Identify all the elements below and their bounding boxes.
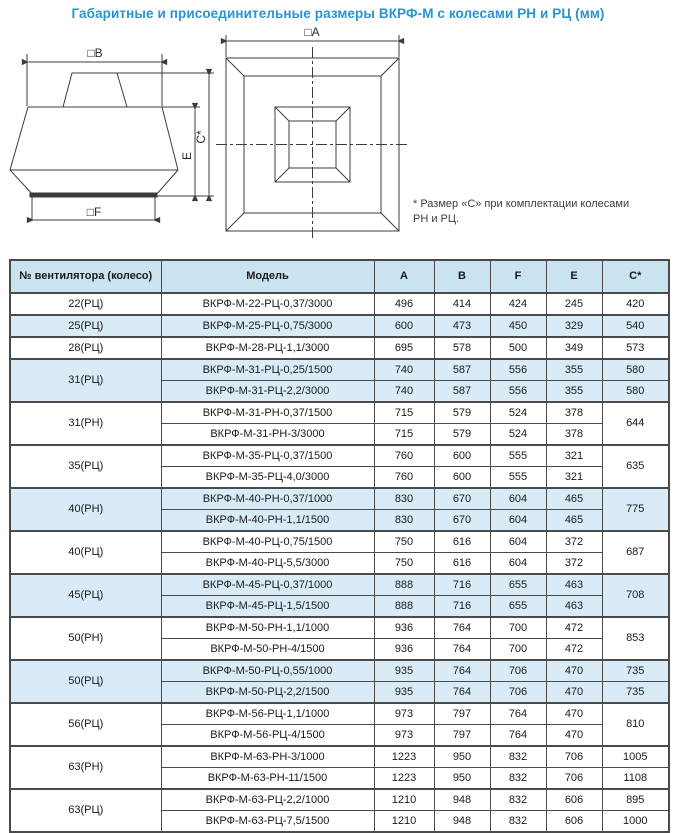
- model-cell: ВКРФ-М-31-РЦ-2,2/3000: [161, 381, 374, 403]
- dim-a-cell: 1210: [374, 789, 434, 811]
- dim-f-cell: 604: [490, 510, 546, 532]
- dim-e-cell: 706: [546, 768, 602, 790]
- dim-e-cell: 245: [546, 293, 602, 315]
- dimensions-table: [9, 259, 670, 833]
- model-cell: ВКРФ-М-63-РН-3/1000: [161, 746, 374, 768]
- dim-a-cell: 830: [374, 488, 434, 510]
- footnote-line1: * Размер «С» при комплектации колесами: [413, 198, 630, 210]
- table-row: [10, 617, 669, 639]
- dim-f-cell: 706: [490, 682, 546, 704]
- fan-size-cell: 31(РН): [10, 402, 161, 445]
- dim-e-cell: 372: [546, 553, 602, 575]
- dim-f-cell: 556: [490, 381, 546, 403]
- table-row: [10, 789, 669, 811]
- dim-c-cell: 687: [602, 531, 669, 574]
- dim-c-cell: 420: [602, 293, 669, 315]
- fan-size-cell: 35(РЦ): [10, 445, 161, 488]
- dim-f-cell: 832: [490, 789, 546, 811]
- model-cell: ВКРФ-М-28-РЦ-1,1/3000: [161, 337, 374, 359]
- dim-f-cell: 555: [490, 445, 546, 467]
- dim-a-cell: 936: [374, 617, 434, 639]
- fan-size-cell: 40(РЦ): [10, 531, 161, 574]
- dim-b-cell: 950: [434, 746, 490, 768]
- dim-b-cell: 764: [434, 639, 490, 661]
- model-cell: ВКРФ-М-50-РН-1,1/1000: [161, 617, 374, 639]
- dim-e-cell: 372: [546, 531, 602, 553]
- fan-top-view-drawing: [216, 35, 409, 241]
- table-row: [10, 703, 669, 725]
- table-row: [10, 660, 669, 682]
- dim-c-cell: 635: [602, 445, 669, 488]
- dim-a-cell: 760: [374, 445, 434, 467]
- dim-a-cell: 1223: [374, 746, 434, 768]
- model-cell: ВКРФ-М-31-РЦ-0,25/1500: [161, 359, 374, 381]
- dim-b-cell: 600: [434, 467, 490, 489]
- dim-e-cell: 329: [546, 315, 602, 337]
- model-cell: ВКРФ-М-45-РЦ-0,37/1000: [161, 574, 374, 596]
- dim-c-cell: 895: [602, 789, 669, 811]
- dim-a-cell: 760: [374, 467, 434, 489]
- dim-c-cell: 775: [602, 488, 669, 531]
- dim-a-cell: 1223: [374, 768, 434, 790]
- model-cell: ВКРФ-М-40-РН-1,1/1500: [161, 510, 374, 532]
- dim-e-cell: 470: [546, 725, 602, 747]
- dim-label-b: □B: [87, 46, 103, 60]
- dim-f-cell: 764: [490, 725, 546, 747]
- dim-a-cell: 935: [374, 682, 434, 704]
- dim-a-cell: 715: [374, 402, 434, 424]
- dim-b-cell: 764: [434, 660, 490, 682]
- dim-a-cell: 935: [374, 660, 434, 682]
- dim-e-cell: 470: [546, 682, 602, 704]
- dim-b-cell: 578: [434, 337, 490, 359]
- col-header-a: A: [374, 260, 434, 293]
- dim-b-cell: 950: [434, 768, 490, 790]
- dim-f-cell: 832: [490, 746, 546, 768]
- dim-e-cell: 355: [546, 359, 602, 381]
- table-row: [10, 402, 669, 424]
- table-row: [10, 315, 669, 337]
- col-header-e: E: [546, 260, 602, 293]
- dim-label-e: E: [180, 151, 194, 161]
- dim-b-cell: 948: [434, 789, 490, 811]
- col-header-fan: № вентилятора (колесо): [10, 260, 161, 293]
- model-cell: ВКРФ-М-31-РН-3/3000: [161, 424, 374, 446]
- model-cell: ВКРФ-М-56-РЦ-4/1500: [161, 725, 374, 747]
- table-row: [10, 531, 669, 553]
- dim-c-cell: 573: [602, 337, 669, 359]
- dim-e-cell: 355: [546, 381, 602, 403]
- dim-b-cell: 716: [434, 596, 490, 618]
- dim-a-cell: 936: [374, 639, 434, 661]
- dim-a-cell: 695: [374, 337, 434, 359]
- dim-e-cell: 463: [546, 574, 602, 596]
- dim-b-cell: 579: [434, 424, 490, 446]
- dim-a-cell: 750: [374, 553, 434, 575]
- dim-b-cell: 616: [434, 553, 490, 575]
- model-cell: ВКРФ-М-31-РН-0,37/1500: [161, 402, 374, 424]
- fan-side-view-drawing: [10, 54, 214, 221]
- dim-c-cell: 580: [602, 359, 669, 381]
- dim-a-cell: 750: [374, 531, 434, 553]
- fan-size-cell: 63(РЦ): [10, 789, 161, 832]
- table-row: [10, 746, 669, 768]
- dim-b-cell: 600: [434, 445, 490, 467]
- fan-size-cell: 40(РН): [10, 488, 161, 531]
- col-header-f: F: [490, 260, 546, 293]
- model-cell: ВКРФ-М-50-РЦ-0,55/1000: [161, 660, 374, 682]
- dim-e-cell: 378: [546, 402, 602, 424]
- dim-a-cell: 740: [374, 381, 434, 403]
- dim-b-cell: 797: [434, 725, 490, 747]
- dim-f-cell: 500: [490, 337, 546, 359]
- col-header-b: B: [434, 260, 490, 293]
- dim-e-cell: 465: [546, 510, 602, 532]
- dim-label-c: C*: [194, 130, 208, 144]
- dim-e-cell: 349: [546, 337, 602, 359]
- dim-b-cell: 716: [434, 574, 490, 596]
- dim-f-cell: 556: [490, 359, 546, 381]
- dim-e-cell: 706: [546, 746, 602, 768]
- dim-e-cell: 472: [546, 639, 602, 661]
- dim-a-cell: 973: [374, 725, 434, 747]
- dim-a-cell: 740: [374, 359, 434, 381]
- dim-e-cell: 470: [546, 703, 602, 725]
- fan-size-cell: 31(РЦ): [10, 359, 161, 402]
- fan-size-cell: 63(РН): [10, 746, 161, 789]
- dim-c-cell: 540: [602, 315, 669, 337]
- fan-size-cell: 50(РН): [10, 617, 161, 660]
- dim-a-cell: 600: [374, 315, 434, 337]
- table-row: [10, 359, 669, 381]
- model-cell: ВКРФ-М-50-РН-4/1500: [161, 639, 374, 661]
- dim-e-cell: 463: [546, 596, 602, 618]
- dim-b-cell: 579: [434, 402, 490, 424]
- fan-size-cell: 28(РЦ): [10, 337, 161, 359]
- dim-b-cell: 764: [434, 682, 490, 704]
- dim-c-cell: 853: [602, 617, 669, 660]
- dim-f-cell: 555: [490, 467, 546, 489]
- dim-a-cell: 715: [374, 424, 434, 446]
- dim-e-cell: 378: [546, 424, 602, 446]
- dim-e-cell: 321: [546, 445, 602, 467]
- dim-b-cell: 616: [434, 531, 490, 553]
- dim-f-cell: 450: [490, 315, 546, 337]
- dim-c-cell: 644: [602, 402, 669, 445]
- dim-c-cell: 708: [602, 574, 669, 617]
- table-header-row: [10, 260, 669, 293]
- footnote-line2: РН и РЦ.: [413, 212, 460, 225]
- dim-b-cell: 587: [434, 359, 490, 381]
- page-title: Габаритные и присоединительные размеры ВКРФ-М с колесами РН и РЦ (мм): [71, 6, 605, 21]
- dim-f-cell: 655: [490, 574, 546, 596]
- dim-label-f: □F: [86, 205, 102, 219]
- dim-e-cell: 606: [546, 811, 602, 833]
- model-cell: ВКРФ-М-35-РЦ-4,0/3000: [161, 467, 374, 489]
- dim-c-cell: 810: [602, 703, 669, 746]
- dim-f-cell: 524: [490, 402, 546, 424]
- footnote-size-c: [413, 197, 663, 227]
- model-cell: ВКРФ-М-45-РЦ-1,5/1500: [161, 596, 374, 618]
- dim-b-cell: 473: [434, 315, 490, 337]
- model-cell: ВКРФ-М-22-РЦ-0,37/3000: [161, 293, 374, 315]
- fan-size-cell: 22(РЦ): [10, 293, 161, 315]
- dim-c-cell: 580: [602, 381, 669, 403]
- dim-f-cell: 832: [490, 768, 546, 790]
- fan-size-cell: 50(РЦ): [10, 660, 161, 703]
- dim-a-cell: 973: [374, 703, 434, 725]
- col-header-c: C*: [602, 260, 669, 293]
- table-row: [10, 445, 669, 467]
- dim-a-cell: 496: [374, 293, 434, 315]
- dim-b-cell: 414: [434, 293, 490, 315]
- dim-c-cell: 1108: [602, 768, 669, 790]
- model-cell: ВКРФ-М-35-РЦ-0,37/1500: [161, 445, 374, 467]
- dim-b-cell: 948: [434, 811, 490, 833]
- dim-b-cell: 764: [434, 617, 490, 639]
- fan-size-cell: 45(РЦ): [10, 574, 161, 617]
- model-cell: ВКРФ-М-63-РН-11/1500: [161, 768, 374, 790]
- dim-a-cell: 888: [374, 574, 434, 596]
- model-cell: ВКРФ-М-50-РЦ-2,2/1500: [161, 682, 374, 704]
- dim-b-cell: 797: [434, 703, 490, 725]
- dim-b-cell: 670: [434, 510, 490, 532]
- dim-a-cell: 830: [374, 510, 434, 532]
- table-row: [10, 293, 669, 315]
- dim-f-cell: 604: [490, 488, 546, 510]
- dim-c-cell: 1000: [602, 811, 669, 833]
- table-row: [10, 574, 669, 596]
- dim-b-cell: 670: [434, 488, 490, 510]
- dim-c-cell: 1005: [602, 746, 669, 768]
- dim-e-cell: 465: [546, 488, 602, 510]
- dim-f-cell: 424: [490, 293, 546, 315]
- dim-a-cell: 1210: [374, 811, 434, 833]
- dim-f-cell: 524: [490, 424, 546, 446]
- model-cell: ВКРФ-М-40-РЦ-0,75/1500: [161, 531, 374, 553]
- table-row: [10, 488, 669, 510]
- model-cell: ВКРФ-М-63-РЦ-2,2/1000: [161, 789, 374, 811]
- dim-e-cell: 321: [546, 467, 602, 489]
- fan-size-cell: 56(РЦ): [10, 703, 161, 746]
- dim-a-cell: 888: [374, 596, 434, 618]
- model-cell: ВКРФ-М-40-РЦ-5,5/3000: [161, 553, 374, 575]
- dim-label-a: □A: [304, 26, 320, 39]
- dim-b-cell: 587: [434, 381, 490, 403]
- dim-f-cell: 706: [490, 660, 546, 682]
- dim-c-cell: 735: [602, 682, 669, 704]
- dim-f-cell: 604: [490, 553, 546, 575]
- dim-f-cell: 764: [490, 703, 546, 725]
- dim-c-cell: 735: [602, 660, 669, 682]
- dim-e-cell: 470: [546, 660, 602, 682]
- dim-f-cell: 700: [490, 639, 546, 661]
- model-cell: ВКРФ-М-56-РЦ-1,1/1000: [161, 703, 374, 725]
- fan-size-cell: 25(РЦ): [10, 315, 161, 337]
- dim-f-cell: 655: [490, 596, 546, 618]
- dim-e-cell: 606: [546, 789, 602, 811]
- dim-f-cell: 700: [490, 617, 546, 639]
- model-cell: ВКРФ-М-63-РЦ-7,5/1500: [161, 811, 374, 833]
- col-header-model: Модель: [161, 260, 374, 293]
- model-cell: ВКРФ-М-40-РН-0,37/1000: [161, 488, 374, 510]
- dim-f-cell: 832: [490, 811, 546, 833]
- dim-f-cell: 604: [490, 531, 546, 553]
- model-cell: ВКРФ-М-25-РЦ-0,75/3000: [161, 315, 374, 337]
- dim-e-cell: 472: [546, 617, 602, 639]
- table-row: [10, 337, 669, 359]
